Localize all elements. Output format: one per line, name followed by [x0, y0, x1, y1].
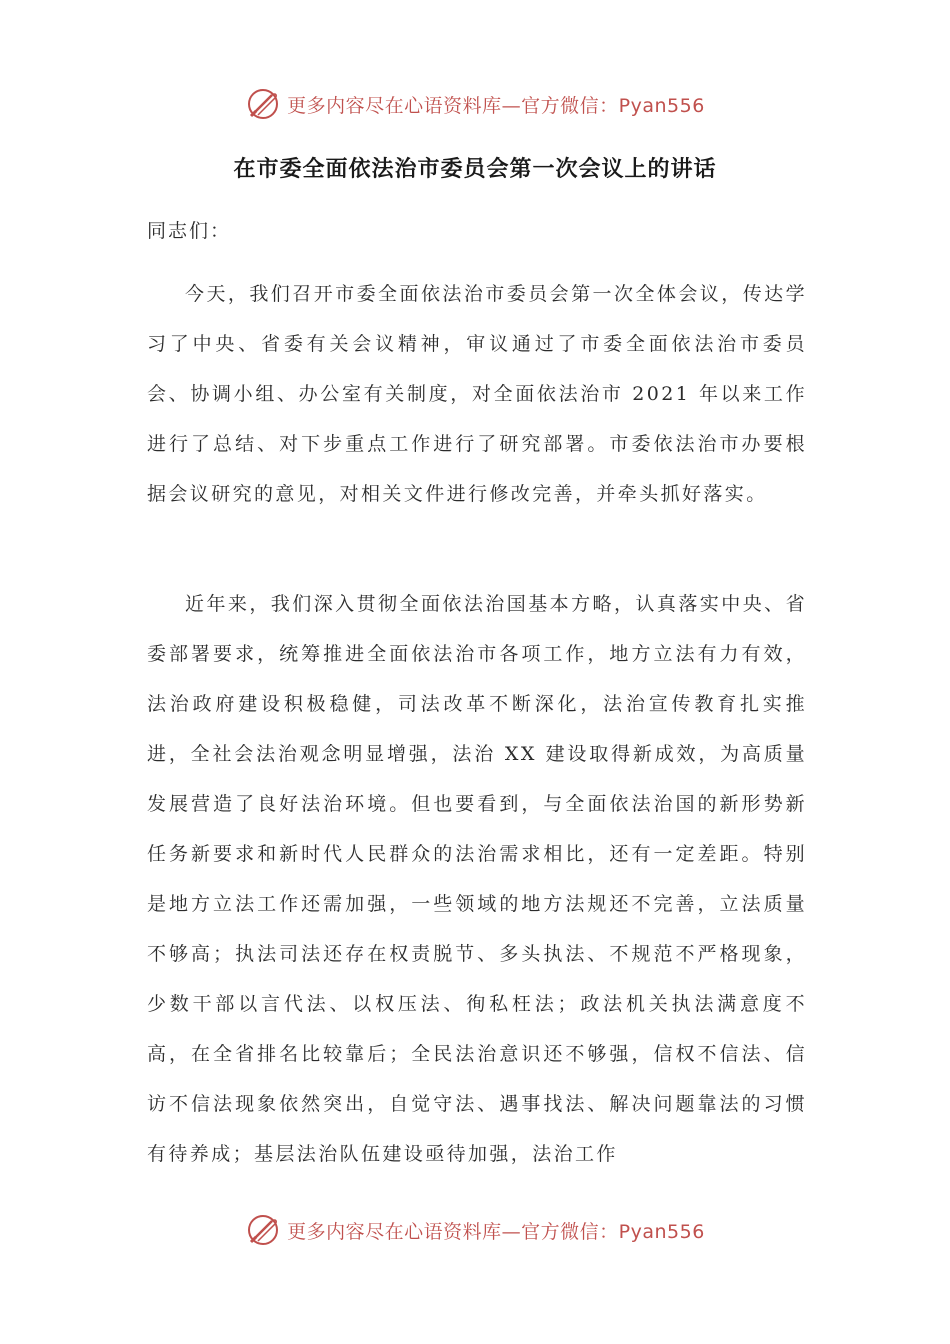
body-paragraph: 近年来，我们深入贯彻全面依法治国基本方略，认真落实中央、省委部署要求，统筹推进全面依法治市各项工作，地方立法有力有效，法治政府建设积极稳健，司法改革不断深化，法治宣传教育扎实推进，全社会法治观念明显增强，法治 XX 建设取得新成效，为高质量发展营造了良好法治环境。但也要看到，与全面依法治国的新形势新任务新要求和新时代人民群众的法治需求相比，还有一定差距。特别是地方立法工作还需加强，一些领域的地方法规还不完善，立法质量不够高；执法司法还存在权责脱节、多头执法、不规范不严格现象，少数干部以言代法、以权压法、徇私枉法；政法机关执法满意度不高，在全省排名比较靠后；全民法治意识还不够强，信权不信法、信访不信法现象依然突出，自觉守法、遇事找法、解决问题靠法的习惯有待养成；基层法治队伍建设亟待加强，法治工作	[147, 593, 807, 1165]
document-title: 在市委全面依法治市委员会第一次会议上的讲话	[233, 157, 717, 182]
quill-pen-logo-icon	[245, 1212, 281, 1248]
watermark-text: 更多内容尽在心语资料库—官方微信：Pyan556	[287, 94, 705, 117]
wechat-id: Pyan556	[618, 94, 705, 117]
body-paragraph: 今天，我们召开市委全面依法治市委员会第一次全体会议，传达学习了中央、省委有关会议精神，审议通过了市委全面依法治市委员会、协调小组、办公室有关制度，对全面依法治市 2021 年以来工作进行了总结、对下步重点工作进行了研究部署。市委依法治市办要根据会议研究的意见，对相关文件进行修改完善，并牵头抓好落实。	[147, 283, 807, 505]
watermark-text: 更多内容尽在心语资料库—官方微信：Pyan556	[287, 1220, 705, 1243]
quill-pen-logo-icon	[245, 86, 281, 122]
wechat-id: Pyan556	[618, 1220, 705, 1243]
header-watermark	[0, 84, 950, 124]
salutation: 同志们：	[147, 220, 232, 242]
footer-watermark	[0, 1210, 950, 1250]
